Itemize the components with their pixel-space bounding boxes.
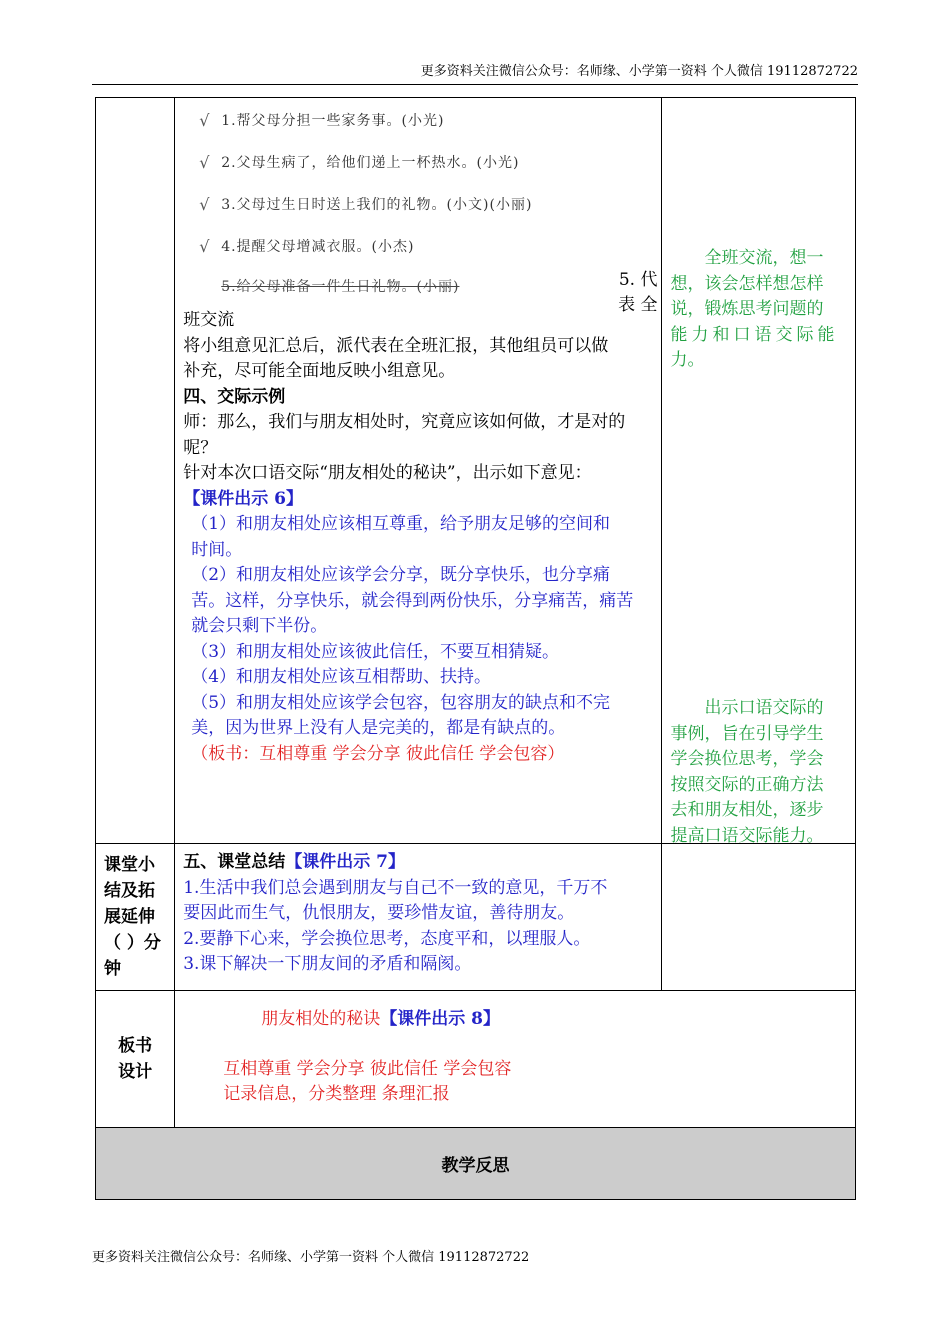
list-item: 苦。这样，分享快乐，就会得到两份快乐，分享痛苦，痛苦 <box>191 590 634 611</box>
header-rule <box>92 84 858 85</box>
principle-list <box>183 512 661 742</box>
lesson-table <box>95 97 856 1200</box>
check-icon: √ <box>199 237 211 256</box>
teacher-question: 师：那么，我们与朋友相处时，究竟应该如何做，才是对的 <box>183 412 626 432</box>
handwritten-item: √ 4.提醒父母增减衣服。(小杰) <box>183 226 661 268</box>
reflection-header: 教学反思 <box>96 1128 856 1200</box>
list-item: （4）和朋友相处应该互相帮助、扶持。 <box>191 667 492 687</box>
section4-intro: 针对本次口语交际“朋友相处的秘诀”，出示如下意见： <box>183 463 592 483</box>
activity-content-cell <box>175 98 662 844</box>
section4-title: 四、交际示例 <box>183 386 286 407</box>
board-line: 记录信息，分类整理 条理汇报 <box>223 1084 450 1104</box>
handwritten-item: √ 1.帮父母分担一些家务事。(小光) <box>183 100 661 142</box>
board-line: 互相尊重 学会分享 彼此信任 学会包容 <box>223 1058 512 1079</box>
reflection-row <box>96 1128 856 1200</box>
section5-text: 补充，尽可能全面地反映小组意见。 <box>183 361 456 381</box>
list-item: 2.要静下心来，学会换位思考，态度平和，以理服人。 <box>183 928 591 949</box>
section5-heading-cont: 班交流 <box>183 310 235 330</box>
board-title: 朋友相处的秘诀【课件出示 8】 <box>261 1009 500 1029</box>
list-item: 1.生活中我们总会遇到朋友与自己不一致的意见，千万不 <box>183 877 608 898</box>
list-item: 美，因为世界上没有人是完美的，都是有缺点的。 <box>191 718 566 738</box>
activity-row <box>96 98 856 844</box>
handwritten-item: √ 2.父母生病了，给他们递上一杯热水。(小光) <box>183 142 661 184</box>
board-content-cell <box>175 991 856 1128</box>
list-item: （5）和朋友相处应该学会包容，包容朋友的缺点和不完 <box>191 692 611 713</box>
check-icon: √ <box>199 195 211 214</box>
check-icon: √ <box>199 111 211 130</box>
summary-title: 五、课堂总结【课件出示 7】 <box>183 852 405 872</box>
activity-label-cell <box>96 98 175 844</box>
section5-heading: 5. 代 表 全 <box>618 270 658 315</box>
list-item: 要因此而生气，仇恨朋友，要珍惜友谊，善待朋友。 <box>183 903 575 923</box>
page-header: 更多资料关注微信公众号：名师缘、小学第一资料 个人微信 19112872722 <box>420 64 858 79</box>
design-note-1: 全班交流，想一 想，该会怎样想怎样 说，锻炼思考问题的 能力和口语交际能 力。 <box>670 248 839 370</box>
board-note: （板书：互相尊重 学会分享 彼此信任 学会包容） <box>191 743 565 764</box>
handwritten-list <box>183 100 661 306</box>
board-label-cell: 板书 设计 <box>96 991 175 1128</box>
page-footer: 更多资料关注微信公众号：名师缘、小学第一资料 个人微信 19112872722 <box>92 1250 530 1265</box>
list-item: （1）和朋友相处应该相互尊重，给予朋友足够的空间和 <box>191 514 611 534</box>
design-note-2: 出示口语交际的 事例，旨在引导学生 学会换位思考，学会 按照交际的正确方法 去和朋友相处，逐步 提高口语交际能力。 <box>670 698 824 846</box>
courseware-tag: 【课件出示 6】 <box>183 488 303 509</box>
summary-content-cell <box>175 844 662 991</box>
list-item: 3.课下解决一下朋友间的矛盾和隔阂。 <box>183 954 472 974</box>
list-item: 时间。 <box>191 539 243 560</box>
teacher-question: 呢？ <box>183 437 218 458</box>
summary-notes-cell <box>662 844 856 991</box>
section5-text: 将小组意见汇总后，派代表在全班汇报，其他组员可以做 <box>183 335 609 356</box>
handwritten-item: √ 3.父母过生日时送上我们的礼物。(小文)(小丽) <box>183 184 661 226</box>
list-item: （2）和朋友相处应该学会分享，既分享快乐，也分享痛 <box>191 565 611 585</box>
list-item: 就会只剩下半份。 <box>191 616 328 636</box>
courseware-tag: 【课件出示 7】 <box>285 852 405 872</box>
notes-cell <box>662 98 856 844</box>
check-icon: √ <box>199 153 211 172</box>
courseware-tag: 【课件出示 8】 <box>380 1009 500 1029</box>
summary-label-cell: 课堂小 结及拓 展延伸 （ ）分 钟 <box>96 844 175 991</box>
summary-row <box>96 844 856 991</box>
list-item: （3）和朋友相处应该彼此信任，不要互相猜疑。 <box>191 641 560 662</box>
handwritten-item-struck: 5.给父母准备一件生日礼物。(小丽) <box>221 279 460 295</box>
board-design-row <box>96 991 856 1128</box>
